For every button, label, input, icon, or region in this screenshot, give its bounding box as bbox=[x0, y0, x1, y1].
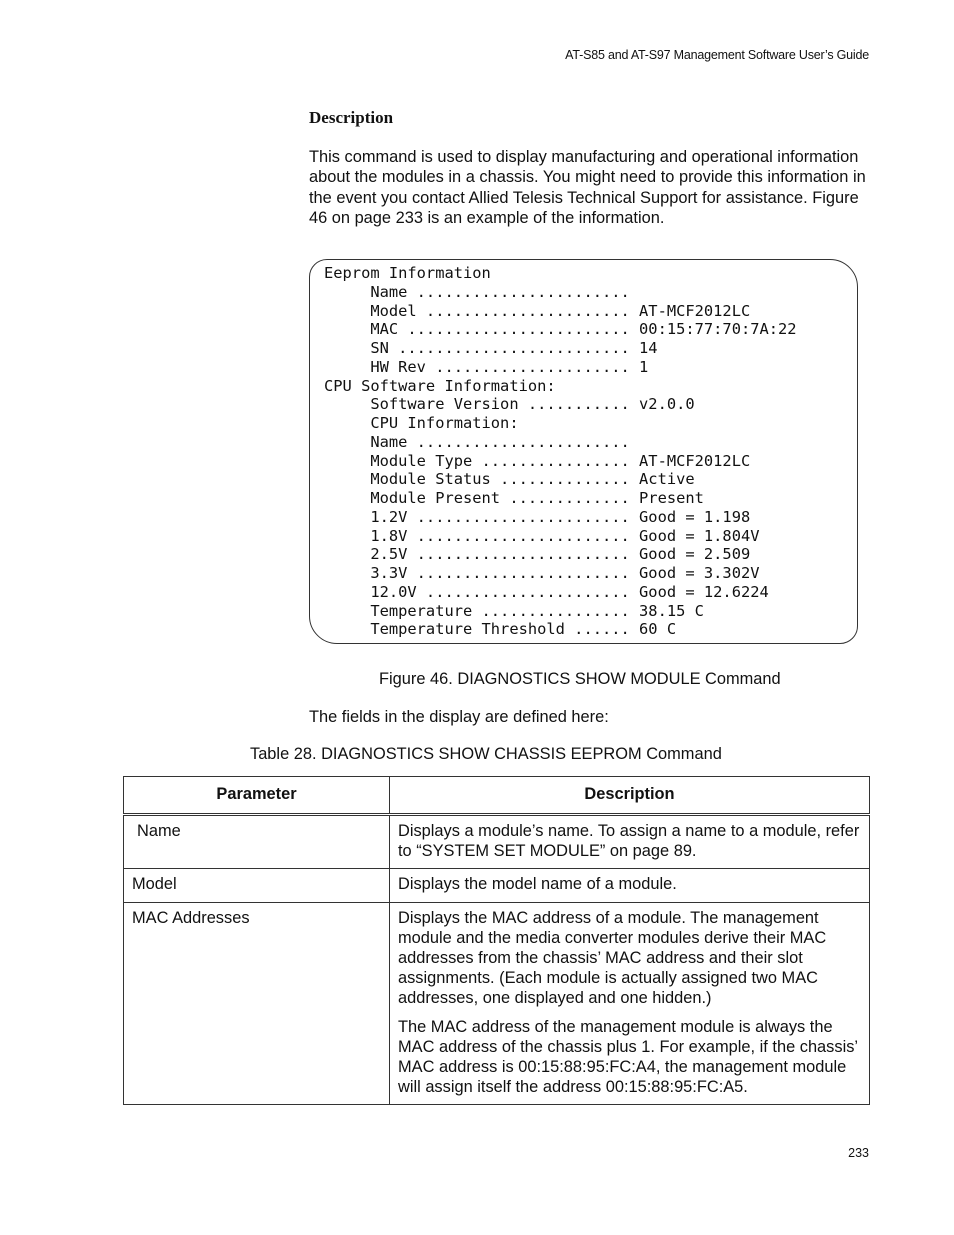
table-row bbox=[124, 869, 870, 902]
description-cell bbox=[390, 815, 870, 869]
code-line: Temperature Threshold ...... 60 C bbox=[324, 620, 677, 639]
code-line: HW Rev ..................... 1 bbox=[324, 357, 649, 376]
figure-caption: Figure 46. DIAGNOSTICS SHOW MODULE Command bbox=[379, 670, 781, 688]
code-line: Temperature ................ 38.15 C bbox=[324, 601, 704, 620]
table-row bbox=[124, 815, 870, 869]
code-line: 12.0V ...................... Good = 12.6224 bbox=[324, 582, 769, 601]
code-line: Name ....................... bbox=[324, 432, 630, 451]
parameter-cell: MAC Addresses bbox=[124, 902, 390, 1105]
code-line: CPU Software Information: bbox=[324, 376, 556, 395]
column-header-parameter: Parameter bbox=[124, 777, 390, 815]
parameter-cell: Name bbox=[124, 815, 390, 869]
running-header: AT-S85 and AT-S97 Management Software User’s Guide bbox=[565, 48, 869, 62]
code-line: Eeprom Information bbox=[324, 264, 491, 282]
description-paragraph: Displays a module’s name. To assign a name to a module, refer to “SYSTEM SET MODULE” on page 89. bbox=[398, 822, 860, 861]
code-line: 1.2V ....................... Good = 1.198 bbox=[324, 507, 751, 526]
table-row bbox=[124, 902, 870, 1105]
code-line: Software Version ........... v2.0.0 bbox=[324, 395, 695, 414]
code-line: Module Type ................ AT-MCF2012LC bbox=[324, 451, 751, 470]
code-line: Module Status .............. Active bbox=[324, 470, 695, 489]
code-line: 3.3V ....................... Good = 3.302V bbox=[324, 564, 760, 582]
code-line: 1.8V ....................... Good = 1.804V bbox=[324, 526, 760, 545]
column-header-description: Description bbox=[390, 777, 870, 815]
table-header-row bbox=[124, 777, 870, 815]
description-paragraph: Displays the model name of a module. bbox=[398, 875, 677, 894]
description-cell bbox=[390, 902, 870, 1105]
code-line: Module Present ............. Present bbox=[324, 489, 704, 507]
code-line: SN ......................... 14 bbox=[324, 339, 658, 357]
description-paragraph: Displays the MAC address of a module. The management module and the media converter modules derive their MAC addresses from the chassis’ MAC address and their slot assignments. (Each module is actually assigned two MAC addresses, one displayed and one hidden.) bbox=[398, 908, 827, 1008]
code-line: Name ....................... bbox=[324, 282, 630, 301]
parameter-table bbox=[123, 776, 870, 1105]
code-line: CPU Information: bbox=[324, 414, 519, 432]
fields-intro: The fields in the display are defined here: bbox=[309, 708, 609, 726]
code-line: MAC ........................ 00:15:77:70:7A:22 bbox=[324, 320, 797, 339]
command-output-figure bbox=[309, 259, 858, 644]
page-number: 233 bbox=[848, 1146, 869, 1160]
description-cell bbox=[390, 869, 870, 902]
command-output-text bbox=[324, 264, 797, 639]
table-body bbox=[124, 815, 870, 1105]
intro-paragraph: This command is used to display manufacturing and operational information about the modules in a chassis. You might need to provide this information in the event you contact Allied Telesis Technical Support for assistance. Figure 46 on page 233 is an example of the information. bbox=[309, 148, 866, 228]
section-title: Description bbox=[309, 108, 394, 127]
table-caption: Table 28. DIAGNOSTICS SHOW CHASSIS EEPROM Command bbox=[250, 745, 722, 763]
code-line: 2.5V ....................... Good = 2.509 bbox=[324, 545, 751, 564]
code-line: Model ...................... AT-MCF2012LC bbox=[324, 301, 751, 320]
parameter-cell: Model bbox=[124, 869, 390, 902]
description-paragraph: The MAC address of the management module is always the MAC address of the chassis plus 1. For example, if the chassis’ MAC address is 00:15:88:95:FC:A4, the management module will assign itself the address 00:15:88:95:FC:A5. bbox=[398, 1017, 858, 1097]
